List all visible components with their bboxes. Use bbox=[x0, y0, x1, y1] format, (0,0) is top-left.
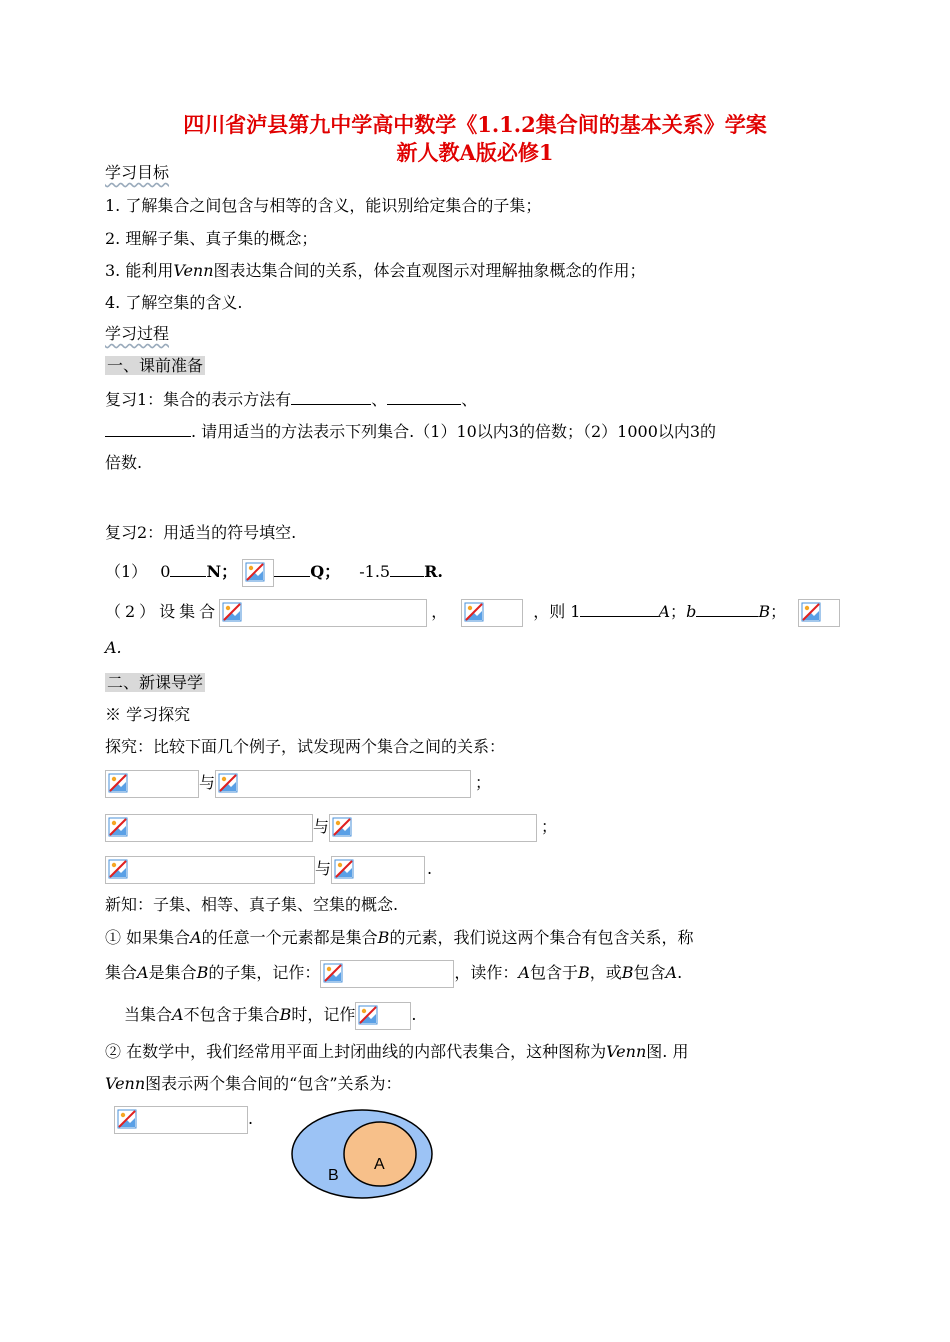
answer-blank[interactable] bbox=[580, 600, 658, 617]
set-b: B bbox=[621, 963, 634, 982]
review2-item2 bbox=[105, 597, 840, 627]
answer-blank[interactable] bbox=[387, 388, 461, 405]
answer-blank[interactable] bbox=[105, 420, 191, 437]
example-row-1 bbox=[105, 768, 491, 798]
review1-line3: 倍数. bbox=[105, 453, 143, 472]
venn-diagram bbox=[290, 1108, 440, 1200]
broken-image-icon bbox=[332, 817, 352, 837]
formula-image bbox=[329, 814, 537, 842]
venn-label-a: A bbox=[374, 1156, 385, 1173]
answer-blank[interactable] bbox=[274, 560, 310, 577]
with-text: 与 bbox=[199, 773, 216, 792]
knowledge2-line2 bbox=[105, 1073, 402, 1095]
broken-image-icon bbox=[108, 817, 128, 837]
answer-blank[interactable] bbox=[390, 560, 424, 577]
review2-item2-tail bbox=[105, 637, 122, 659]
objective-item-4: 4. 了解空集的含义. bbox=[105, 293, 243, 312]
document-title-line2: 新人教A版必修1 bbox=[396, 140, 554, 165]
set-b: B bbox=[577, 963, 590, 982]
explore-heading: ※ 学习探究 bbox=[105, 705, 191, 724]
set-b: B bbox=[279, 1005, 292, 1024]
knowledge2-line1 bbox=[105, 1041, 688, 1063]
broken-image-icon bbox=[464, 602, 484, 622]
k1-text: ，或 bbox=[589, 963, 622, 982]
k2-text: 图. 用 bbox=[646, 1042, 689, 1061]
formula-image bbox=[105, 770, 199, 798]
item-label: （1） bbox=[105, 562, 148, 581]
venn-set-a-ellipse bbox=[344, 1122, 416, 1186]
element-b: b bbox=[686, 602, 697, 621]
semicolon: ； bbox=[475, 773, 492, 792]
venn-word: Venn bbox=[606, 1042, 647, 1061]
broken-image-icon bbox=[334, 859, 354, 879]
value-zero: 0 bbox=[160, 562, 171, 581]
formula-image bbox=[461, 599, 523, 627]
set-a: A bbox=[665, 963, 678, 982]
objective-item-3-venn: Venn bbox=[173, 261, 214, 280]
new-knowledge-text: 新知：子集、相等、真子集、空集的概念. bbox=[105, 895, 399, 914]
k1-text: 是集合 bbox=[148, 963, 197, 982]
broken-image-icon bbox=[245, 562, 265, 582]
objective-item-1: 1. 了解集合之间包含与相等的含义，能识别给定集合的子集； bbox=[105, 196, 542, 215]
formula-image bbox=[355, 1002, 411, 1030]
review2-item1 bbox=[105, 558, 443, 587]
answer-blank[interactable] bbox=[291, 388, 371, 405]
broken-image-icon bbox=[218, 773, 238, 793]
broken-image-icon bbox=[801, 602, 821, 622]
formula-image bbox=[219, 599, 427, 627]
broken-image-icon bbox=[108, 859, 128, 879]
set-a: A bbox=[172, 1005, 184, 1024]
item-label: （2）设集合 bbox=[105, 602, 220, 621]
review1-line1 bbox=[105, 388, 477, 411]
k2-text: 图表示两个集合间的“包含”关系为： bbox=[145, 1074, 402, 1093]
k1-text: 不包含于集合 bbox=[183, 1005, 280, 1024]
period: . bbox=[427, 859, 433, 878]
set-q: Q； bbox=[310, 562, 341, 581]
knowledge1-line3 bbox=[124, 1000, 416, 1030]
process-heading: 学习过程 bbox=[105, 324, 170, 343]
section-heading-1: 一、课前准备 bbox=[107, 356, 204, 375]
example-row-2 bbox=[105, 812, 557, 842]
semicolon: ； bbox=[770, 602, 787, 621]
answer-blank[interactable] bbox=[170, 560, 206, 577]
comma: ， bbox=[431, 602, 448, 621]
set-a: A bbox=[658, 602, 671, 621]
review1-line2 bbox=[105, 420, 716, 443]
separator: 、 bbox=[371, 390, 388, 409]
then-text: ，则 1 bbox=[533, 602, 581, 621]
k2-text: ② 在数学中，我们经常用平面上封闭曲线的内部代表集合，这种图称为 bbox=[105, 1042, 607, 1061]
review1-text-b: . 请用适当的方法表示下列集合.（1）10以内3的倍数；（2）1000以内3的 bbox=[191, 422, 717, 441]
knowledge1-line1 bbox=[105, 927, 693, 949]
k1-text: 包含于 bbox=[529, 963, 578, 982]
broken-image-icon bbox=[117, 1109, 137, 1129]
set-a: A bbox=[190, 928, 202, 947]
venn-word: Venn bbox=[105, 1074, 146, 1093]
with-text: 与 bbox=[313, 817, 330, 836]
k1-text: 的任意一个元素都是集合 bbox=[201, 928, 378, 947]
formula-image bbox=[242, 559, 274, 587]
period: . bbox=[248, 1109, 254, 1128]
k1-text: 集合 bbox=[105, 963, 138, 982]
review1-text: 复习1：集合的表示方法有 bbox=[105, 390, 292, 409]
k1-text: ① 如果集合 bbox=[105, 928, 191, 947]
formula-image bbox=[320, 960, 454, 988]
objective-item-3 bbox=[105, 260, 646, 282]
set-b: B bbox=[196, 963, 209, 982]
with-text: 与 bbox=[315, 859, 332, 878]
k1-text: ，读作： bbox=[454, 963, 519, 982]
formula-image bbox=[105, 856, 315, 884]
k1-text: 时，记作 bbox=[291, 1005, 356, 1024]
example-row-3 bbox=[105, 854, 432, 884]
set-a: A bbox=[137, 963, 149, 982]
formula-image bbox=[105, 814, 313, 842]
k1-text: 包含 bbox=[633, 963, 666, 982]
k1-text: 的子集，记作： bbox=[208, 963, 321, 982]
k1-text: 的元素，我们说这两个集合有包含关系，称 bbox=[389, 928, 694, 947]
venn-formula-row bbox=[114, 1104, 253, 1134]
objective-item-2: 2. 理解子集、真子集的概念； bbox=[105, 229, 318, 248]
objective-item-3-part-a: 3. 能利用 bbox=[105, 261, 174, 280]
semicolon: ； bbox=[541, 817, 558, 836]
period: . bbox=[677, 963, 683, 982]
knowledge1-line2 bbox=[105, 958, 682, 988]
set-b: B bbox=[758, 602, 771, 621]
formula-image bbox=[331, 856, 425, 884]
set-n: N； bbox=[206, 562, 238, 581]
broken-image-icon bbox=[108, 773, 128, 793]
set-a: A bbox=[518, 963, 530, 982]
set-b: B bbox=[377, 928, 390, 947]
set-r: R. bbox=[424, 562, 443, 581]
venn-label-b: B bbox=[328, 1167, 339, 1184]
review2-text: 复习2：用适当的符号填空. bbox=[105, 523, 297, 542]
broken-image-icon bbox=[323, 963, 343, 983]
period: . bbox=[411, 1005, 417, 1024]
formula-image bbox=[798, 599, 840, 627]
semicolon: ； bbox=[670, 602, 687, 621]
formula-image bbox=[114, 1106, 248, 1134]
document-title-line1: 四川省泸县第九中学高中数学《1.1.2集合间的基本关系》学案 bbox=[183, 112, 767, 137]
formula-image bbox=[215, 770, 471, 798]
section-heading-2: 二、新课导学 bbox=[107, 673, 204, 692]
set-a-end: A. bbox=[105, 638, 122, 657]
separator: 、 bbox=[461, 390, 478, 409]
answer-blank[interactable] bbox=[696, 600, 758, 617]
k1-text: 当集合 bbox=[124, 1005, 173, 1024]
objective-item-3-part-b: 图表达集合间的关系，体会直观图示对理解抽象概念的作用； bbox=[213, 261, 646, 280]
value-minus-one-point-five: -1.5 bbox=[359, 562, 391, 581]
objectives-heading: 学习目标 bbox=[105, 163, 170, 182]
explore-text: 探究：比较下面几个例子，试发现两个集合之间的关系： bbox=[105, 737, 506, 756]
broken-image-icon bbox=[358, 1005, 378, 1025]
broken-image-icon bbox=[222, 602, 242, 622]
